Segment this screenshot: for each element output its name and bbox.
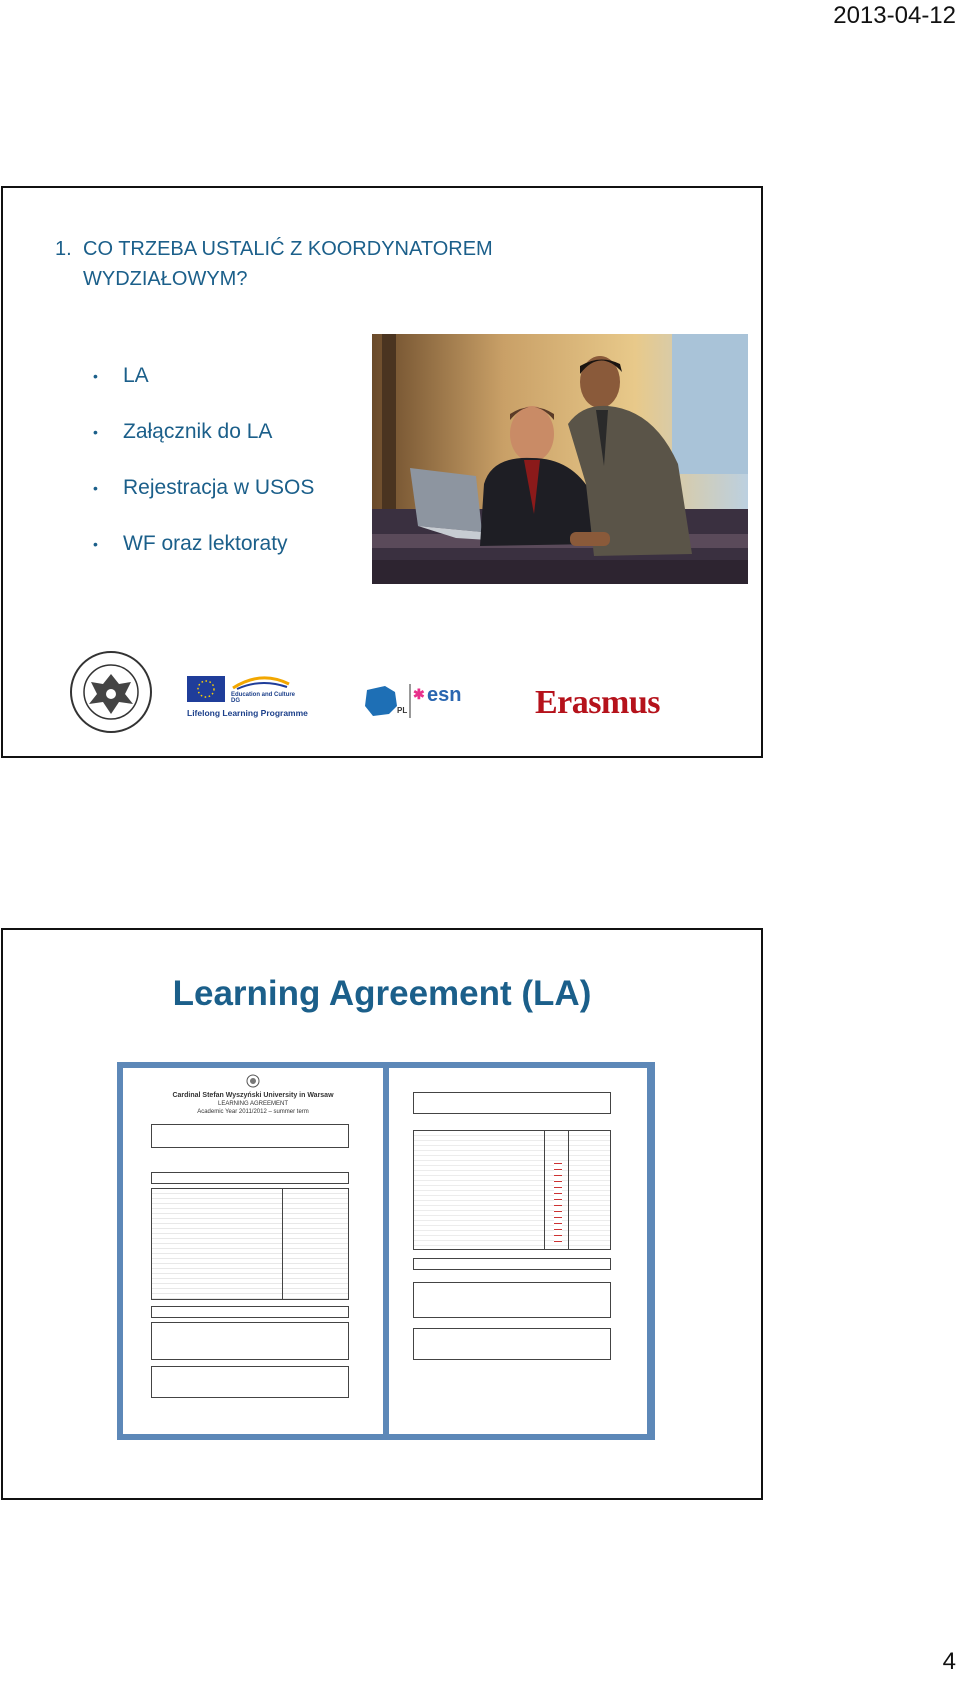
bullet-item [93, 532, 314, 588]
esn-country-text: PL [397, 706, 408, 715]
business-photo [372, 334, 748, 584]
bullet-item [93, 476, 314, 532]
title-line-1: CO TRZEBA USTALIĆ Z KOORDYNATOREM [83, 238, 493, 260]
bullet-dot-icon: • [93, 424, 98, 440]
eu-flag-icon [187, 676, 225, 702]
sending-institution-box-2 [413, 1282, 611, 1318]
university-seal-icon [69, 650, 153, 734]
document-header-1: Cardinal Stefan Wyszyński University in Warsaw [172, 1092, 334, 1099]
bullet-item [93, 420, 314, 476]
slide-1 [1, 186, 763, 758]
slide-2 [1, 928, 763, 1500]
esn-logo [363, 684, 473, 720]
document-header-2: LEARNING AGREEMENT [217, 1101, 288, 1107]
title-line-2: WYDZIAŁOWYM? [83, 268, 248, 290]
esn-text: esn [427, 684, 462, 706]
llp-swoosh-icon [231, 676, 291, 690]
university-seal-logo [69, 650, 153, 734]
document-header-3: Academic Year 2011/2012 – summer term [197, 1109, 309, 1115]
poland-map-icon [363, 684, 399, 718]
bullet-text: Rejestracja w USOS [123, 476, 315, 499]
changes-table [413, 1130, 611, 1250]
slide-1-title [55, 234, 493, 294]
bullet-list [93, 364, 314, 588]
signature-box [151, 1306, 349, 1318]
eu-llp-logo [187, 676, 308, 722]
receiving-institution-box [151, 1366, 349, 1398]
page-number: 4 [942, 1648, 956, 1675]
title-number: 1. [55, 238, 72, 260]
receiving-institution-box-2 [413, 1328, 611, 1360]
eu-programme-text: Lifelong Learning Programme [187, 708, 308, 718]
document-seal-icon [246, 1074, 260, 1088]
document-page-2 [389, 1068, 647, 1434]
bullet-dot-icon: • [93, 368, 98, 384]
esn-divider [409, 684, 411, 718]
photo-illustration [372, 334, 748, 584]
student-info-box-2 [413, 1092, 611, 1114]
esn-star-icon: ✱ [413, 686, 425, 702]
bullet-item [93, 364, 314, 420]
bullet-text: WF oraz lektoraty [123, 532, 288, 555]
table-divider [282, 1189, 283, 1299]
student-info-box [151, 1124, 349, 1148]
bullet-text: LA [123, 364, 149, 387]
learning-agreement-preview [117, 1062, 655, 1440]
bullet-text: Załącznik do LA [123, 420, 273, 443]
table-divider-3 [568, 1131, 569, 1249]
eu-dg-text: Education and Culture DG [231, 692, 296, 704]
slide-2-title: Learning Agreement (LA) [172, 974, 592, 1013]
receiving-box [151, 1172, 349, 1184]
bullet-dot-icon: • [93, 536, 98, 552]
erasmus-logo: Erasmus [535, 684, 660, 721]
signature-box-2 [413, 1258, 611, 1270]
table-divider-2 [544, 1131, 545, 1249]
bullet-dot-icon: • [93, 480, 98, 496]
course-table [151, 1188, 349, 1300]
sending-institution-box [151, 1322, 349, 1360]
document-page-1 [123, 1068, 383, 1434]
table-marks [554, 1163, 562, 1243]
header-date: 2013-04-12 [833, 2, 956, 29]
